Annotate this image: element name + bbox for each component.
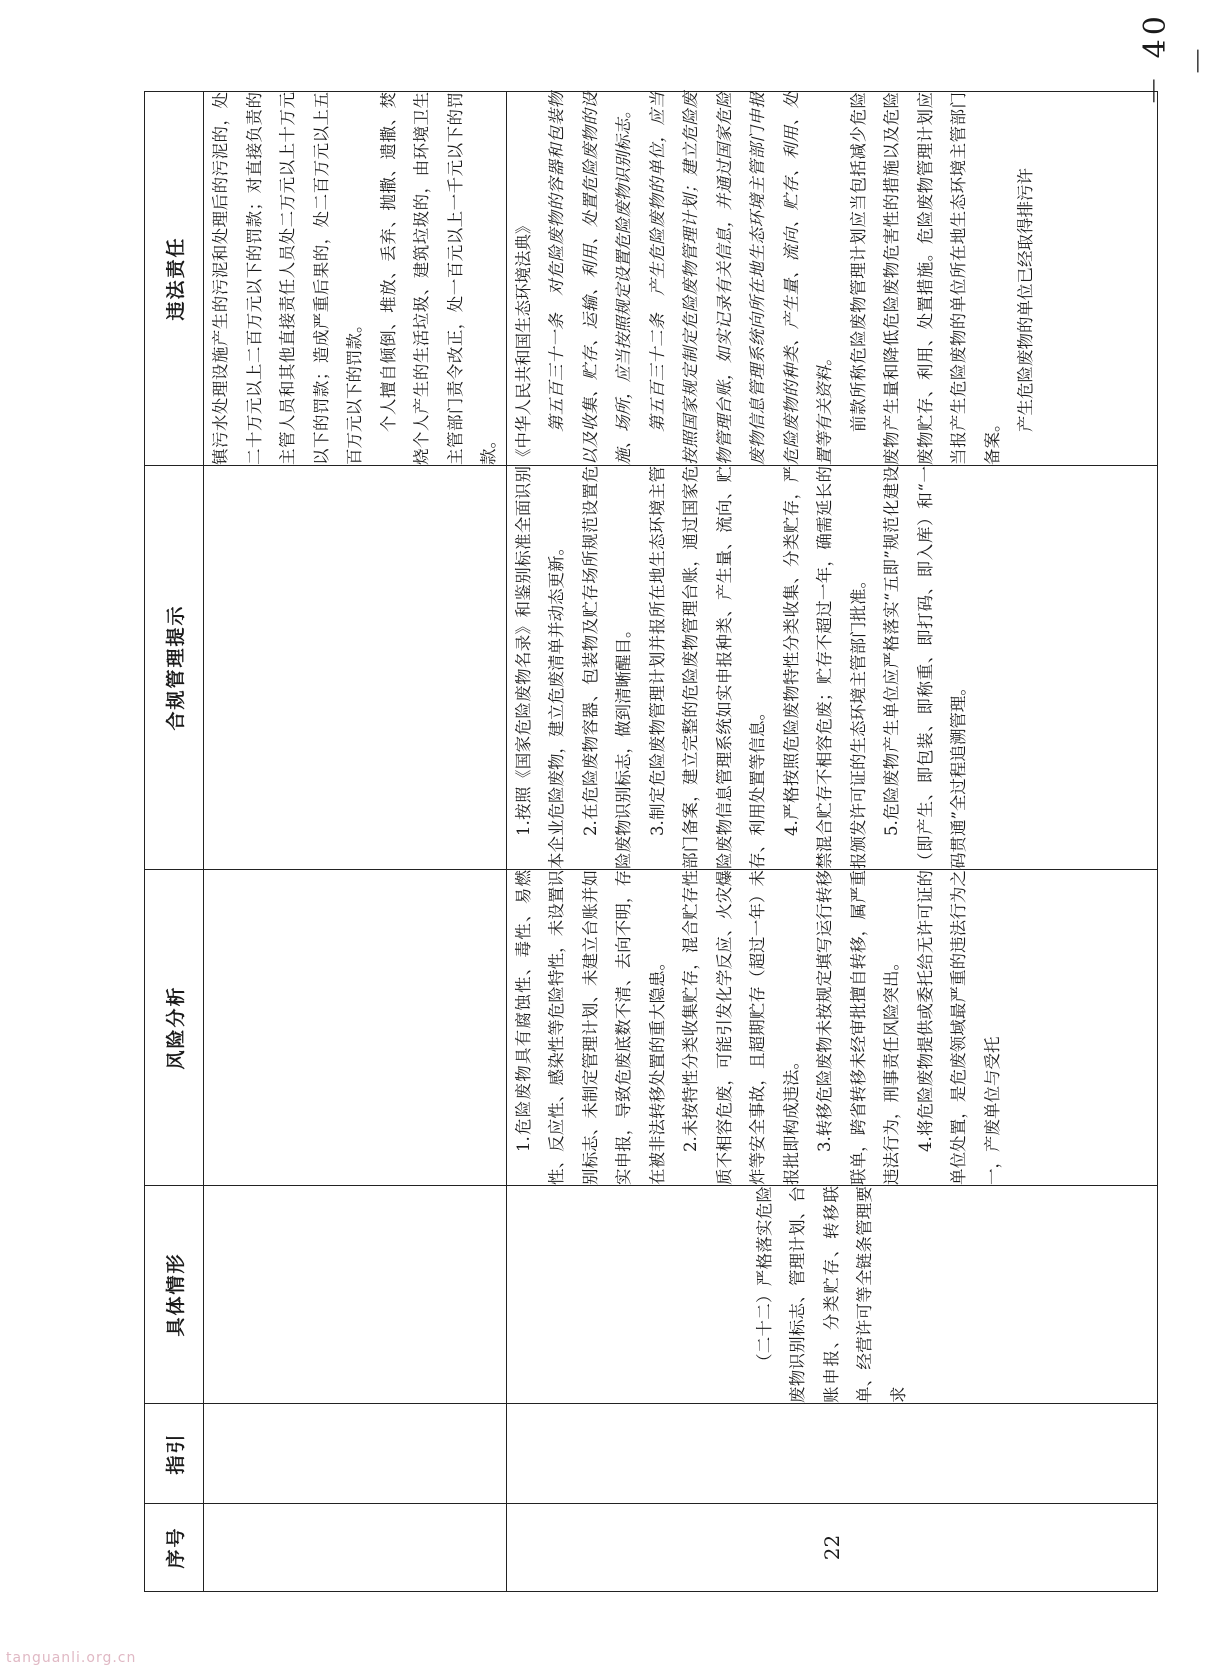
row-guide-cell [506, 1404, 1157, 1504]
compliance-paragraph: 3.制定危险废物管理计划并报所在地生态环境主管部门备案，建立完整的危险废物管理台账，通过国家危险废物信息管理系统如实申报种类、产生量、流向、贮存、利用处置等信息。 [647, 466, 767, 869]
table-row-continued [204, 92, 507, 1592]
continued-guide-cell [204, 1404, 507, 1504]
header-liability: 违法责任 [145, 92, 204, 466]
header-row [145, 92, 204, 1592]
continued-seq-cell [204, 1504, 507, 1592]
page-number: － 40 － [1138, 12, 1217, 106]
liability-paragraph: 产生危险废物的单位已经取得排污许 [1016, 168, 1035, 432]
header-guide: 指引 [145, 1404, 204, 1504]
compliance-paragraph: 2.在危险废物容器、包装物及贮存场所规范设置危险废物识别标志，做到清晰醒目。 [580, 466, 633, 869]
risk-paragraph: 1.危险废物具有腐蚀性、毒性、易燃性、反应性、感染性等危险特性，未设置识别标志、未制定管理计划、未建立台账并如实申报，导致危废底数不清、去向不明，存在被非法转移处置的重大隐患。 [513, 870, 667, 1185]
row-situation-cell [506, 1186, 1157, 1404]
liability-article: 第五百三十二条 产生危险废物的单位，应当按照国家规定制定危险废物管理计划；建立危险废物管理台账，如实记录有关信息，并通过国家危险废物信息管理系统向所在地生态环境主管部门申报危险废物的种类、产生量、流向、贮存、利用、处置等有关资料。 [647, 92, 834, 465]
liability-law-heading: 《中华人民共和国生态环境法典》 [513, 217, 533, 465]
risk-paragraph: 2.未按特性分类收集贮存，混合贮存性质不相容危废，可能引发化学反应、火灾爆炸等安全事故，且超期贮存（超过一年）未报批即构成违法。 [681, 870, 801, 1185]
compliance-paragraph: 5.危险废物产生单位应严格落实“五即”规范化建设（即产生、即包装、即称重、即打码、即入库）和“一码贯通”全过程追溯管理。 [882, 466, 968, 869]
header-situation: 具体情形 [145, 1186, 204, 1404]
liability-paragraph: 个人擅自倾倒、堆放、丢弃、抛撒、遗撒、焚烧个人产生的生活垃圾、建筑垃圾的，由环境卫生主管部门责令改正，处一百元以上一千元以下的罚款。 [378, 92, 498, 465]
row-liability-cell [506, 92, 1157, 466]
liability-paragraph: 镇污水处理设施产生的污泥和处理后的污泥的，处二十万元以上二百万元以下的罚款；对直接负责的主管人员和其他直接责任人员处二万元以上十万元以下的罚款；造成严重后果的，处二百万元以上五百万元以下的罚款。 [211, 92, 364, 465]
liability-paragraph: 前款所称危险废物管理计划应当包括减少危险废物产生量和降低危险废物危害性的措施以及危险废物贮存、利用、处置措施。危险废物管理计划应当报产生危险废物的单位所在地生态环境主管部门备案。 [848, 92, 1002, 465]
risk-paragraph: 4.将危险废物提供或委托给无许可证的单位处置，是危废领域最严重的违法行为之一，产废单位与受托 [915, 870, 1002, 1185]
liability-article: 第五百三十一条 对危险废物的容器和包装物以及收集、贮存、运输、利用、处置危险废物的设施、场所，应当按照规定设置危险废物识别标志。 [547, 92, 633, 465]
compliance-paragraph: 4.严格按照危险废物特性分类收集、分类贮存，严禁混合贮存不相容危废；贮存不超过一年，确需延长的报颁发许可证的生态环境主管部门批准。 [781, 466, 868, 869]
compliance-table [144, 91, 1158, 1592]
row-seq-cell: 22 [506, 1504, 1157, 1592]
continued-situation-cell [204, 1186, 507, 1404]
continued-risk-cell [204, 870, 507, 1186]
header-compliance: 合规管理提示 [145, 466, 204, 870]
continued-compliance-cell [204, 466, 507, 870]
compliance-paragraph: 1.按照《国家危险废物名录》和鉴别标准全面识别本企业危险废物，建立危废清单并动态更新。 [513, 466, 566, 869]
row-risk-cell [506, 870, 1157, 1186]
situation-text: （二十二）严格落实危险废物识别标志、管理计划、台账申报、分类贮存、转移联单、经营许可等全链条管理要求 [754, 1186, 908, 1403]
table-row [506, 92, 1157, 1592]
risk-paragraph: 3.转移危险废物未按规定填写运行转移联单，跨省转移未经审批擅自转移，属严重违法行为，刑事责任风险突出。 [815, 870, 901, 1185]
header-seq: 序号 [145, 1504, 204, 1592]
row-compliance-cell [506, 466, 1157, 870]
continued-liability-cell [204, 92, 507, 466]
site-watermark: tanguanli.org.cn [6, 1650, 137, 1666]
header-risk: 风险分析 [145, 870, 204, 1186]
